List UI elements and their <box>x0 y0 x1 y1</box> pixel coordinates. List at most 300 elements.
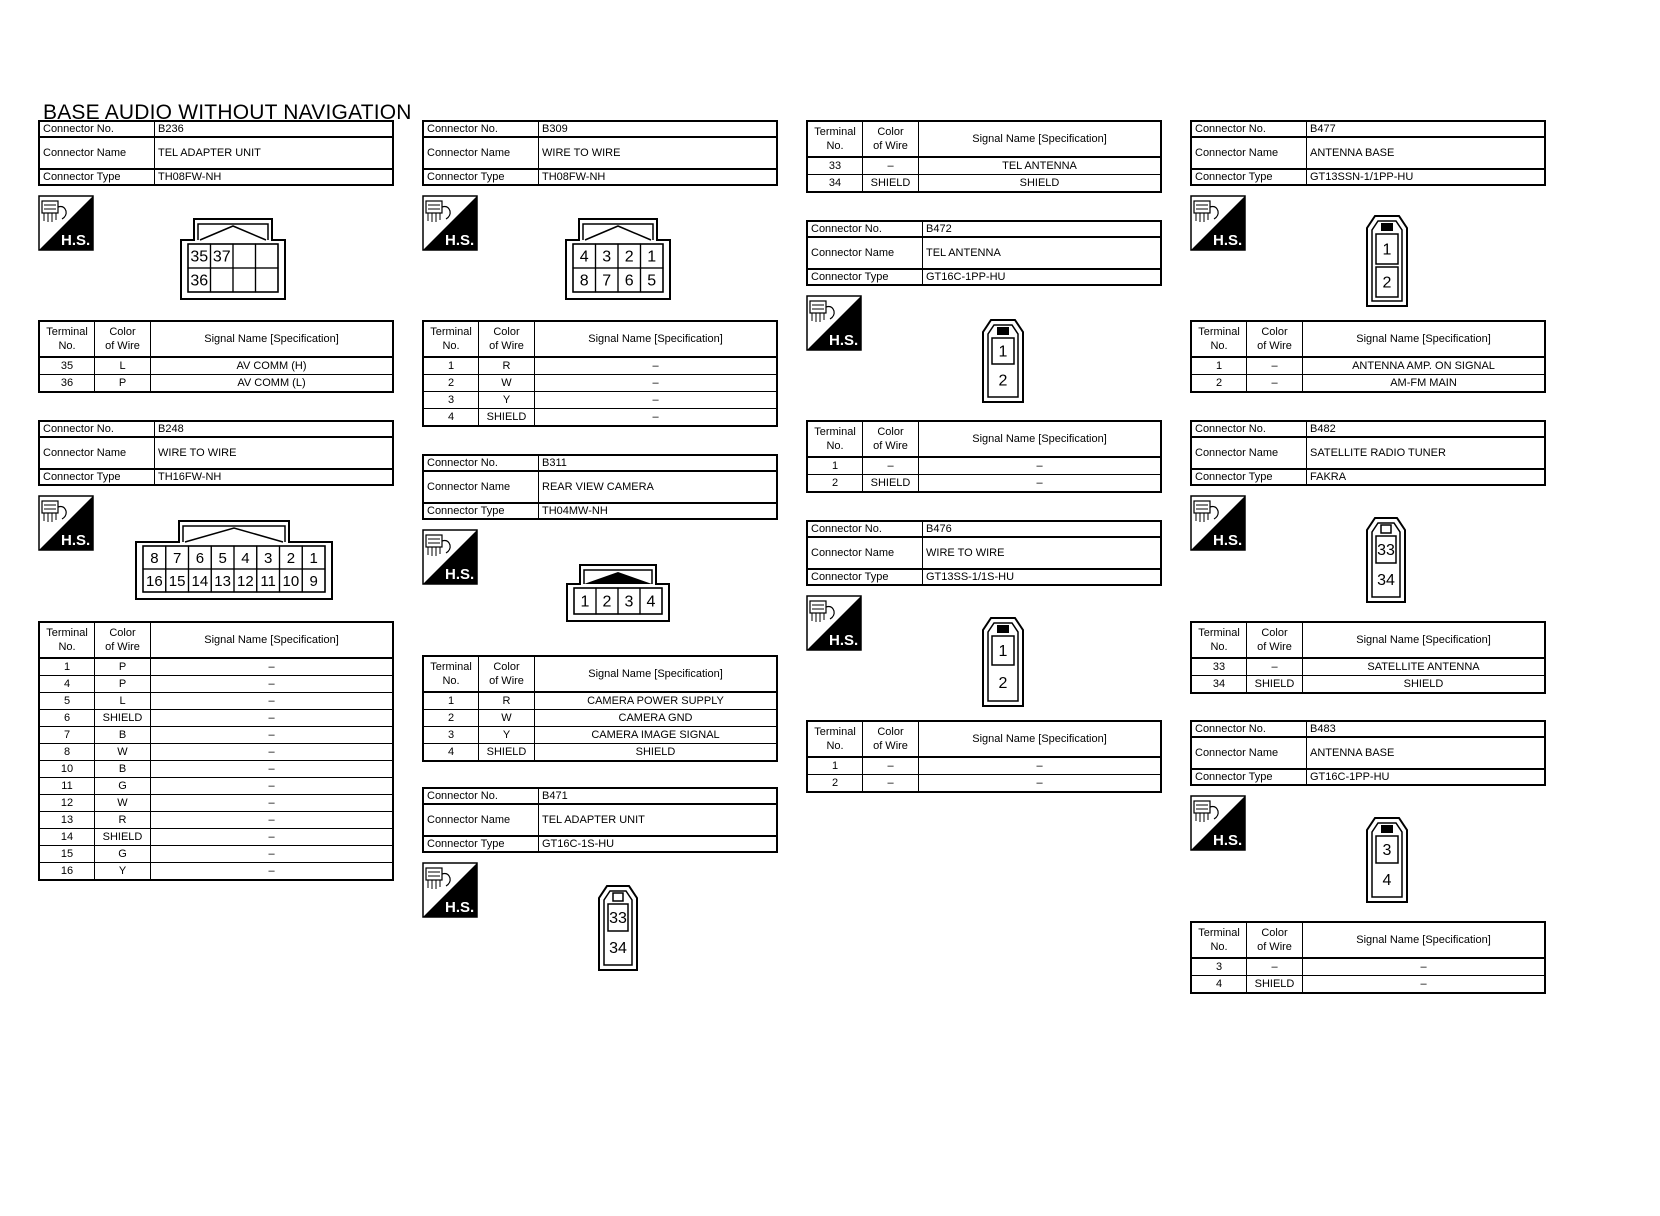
connector-no-value: B311 <box>539 455 778 471</box>
connector-label: Connector Type <box>423 169 539 185</box>
color-of-wire-header <box>479 656 535 692</box>
header-line: Terminal <box>46 627 88 639</box>
terminal-row <box>1191 658 1545 676</box>
connector-label: Connector No. <box>1191 121 1307 137</box>
cavity-number: 34 <box>1377 572 1395 589</box>
wire-color-cell: SHIELD <box>1247 676 1303 694</box>
cavity-number: 1 <box>309 550 318 567</box>
connector-label: Connector Type <box>39 469 155 485</box>
signal-name-header: Signal Name [Specification] <box>1303 922 1546 958</box>
header-line: Terminal <box>814 726 856 738</box>
connector-name-value: SATELLITE RADIO TUNER <box>1307 437 1546 469</box>
header-line: Terminal <box>46 326 88 338</box>
wire-color-cell: – <box>863 157 919 175</box>
cavity-number: 6 <box>195 550 205 567</box>
wire-color-cell: SHIELD <box>863 175 919 193</box>
terminal-row <box>1191 976 1545 994</box>
connector-info-table <box>422 120 778 186</box>
connector-face-diagram <box>593 884 643 972</box>
terminal-no-cell: 1 <box>423 357 479 375</box>
connector-name-value: ANTENNA BASE <box>1307 137 1546 169</box>
connector-label: Connector Name <box>807 537 923 569</box>
wire-color-cell: R <box>95 812 151 829</box>
terminal-table <box>38 621 394 881</box>
connector-face-diagram <box>977 318 1029 404</box>
terminal-row <box>39 812 393 829</box>
terminal-no-header <box>1191 321 1247 357</box>
connector-type-value: TH04MW-NH <box>539 503 778 519</box>
wire-color-cell: R <box>479 357 535 375</box>
connector-name-value: TEL ADAPTER UNIT <box>539 804 778 836</box>
header-line: Color <box>1261 627 1288 639</box>
terminal-no-cell: 33 <box>1191 658 1247 676</box>
terminal-no-cell: 3 <box>423 392 479 409</box>
terminal-row <box>39 357 393 375</box>
connector-info-table <box>1190 720 1546 786</box>
color-of-wire-header <box>1247 622 1303 658</box>
cavity-number: 8 <box>579 272 589 290</box>
terminal-row <box>1191 958 1545 976</box>
connector-no-value: B309 <box>539 121 778 137</box>
connector-name-value: TEL ADAPTER UNIT <box>155 137 394 169</box>
connector-label: Connector Name <box>1191 437 1307 469</box>
terminal-no-cell: 1 <box>423 692 479 710</box>
header-line: Color <box>877 426 904 438</box>
connector-label: Connector No. <box>423 788 539 804</box>
terminal-row <box>423 392 777 409</box>
wire-color-cell: – <box>1247 375 1303 393</box>
terminal-no-cell: 35 <box>39 357 95 375</box>
header-line: of Wire <box>489 340 524 352</box>
connector-name-value: WIRE TO WIRE <box>155 437 394 469</box>
header-line: No. <box>1210 941 1228 953</box>
connector-label: Connector No. <box>807 221 923 237</box>
connector-label: Connector Type <box>1191 169 1307 185</box>
color-of-wire-header <box>95 622 151 658</box>
terminal-no-cell: 1 <box>39 658 95 676</box>
connector-label: Connector Name <box>1191 137 1307 169</box>
color-of-wire-header <box>479 321 535 357</box>
hs-badge-icon <box>422 195 478 251</box>
cavity-number: 16 <box>146 573 163 590</box>
terminal-no-cell: 13 <box>39 812 95 829</box>
hs-badge-text: H.S. <box>1213 532 1243 549</box>
terminal-no-header <box>807 421 863 457</box>
terminal-table <box>806 420 1162 493</box>
connector-info-table <box>38 420 394 486</box>
connector-no-value: B471 <box>539 788 778 804</box>
header-line: Color <box>493 326 520 338</box>
connector-type-value: TH08FW-NH <box>155 169 394 185</box>
header-line: Color <box>493 661 520 673</box>
terminal-table <box>38 320 394 393</box>
terminal-no-cell: 2 <box>1191 375 1247 393</box>
signal-name-cell: – <box>919 475 1162 493</box>
wire-color-cell: – <box>1247 357 1303 375</box>
connector-name-value: WIRE TO WIRE <box>539 137 778 169</box>
connector-face-diagram <box>977 616 1029 708</box>
cavity-number: 7 <box>602 272 612 290</box>
hs-badge-icon <box>1190 795 1246 851</box>
terminal-row <box>39 778 393 795</box>
cavity-number: 5 <box>647 272 657 290</box>
terminal-no-cell: 2 <box>807 775 863 793</box>
header-line: Color <box>877 126 904 138</box>
signal-name-header: Signal Name [Specification] <box>151 321 394 357</box>
color-of-wire-header <box>1247 922 1303 958</box>
color-of-wire-header <box>863 121 919 157</box>
terminal-row <box>39 375 393 393</box>
terminal-row <box>423 710 777 727</box>
cavity-number: 7 <box>172 550 182 567</box>
signal-name-cell: AV COMM (L) <box>151 375 394 393</box>
terminal-no-cell: 3 <box>1191 958 1247 976</box>
terminal-row <box>807 757 1161 775</box>
cavity-number: 33 <box>609 910 627 927</box>
header-line: of Wire <box>873 740 908 752</box>
header-line: No. <box>826 740 844 752</box>
signal-name-cell: ANTENNA AMP. ON SIGNAL <box>1303 357 1546 375</box>
signal-name-cell: – <box>535 357 778 375</box>
cavity-number: 10 <box>282 573 300 590</box>
wire-color-cell: SHIELD <box>479 744 535 762</box>
terminal-table <box>1190 921 1546 994</box>
header-line: Terminal <box>1198 927 1240 939</box>
connector-no-value: B248 <box>155 421 394 437</box>
connector-info-table <box>1190 120 1546 186</box>
connector-label: Connector No. <box>423 455 539 471</box>
connector-label: Connector Name <box>39 137 155 169</box>
hs-badge-icon <box>422 529 478 585</box>
color-of-wire-header <box>863 421 919 457</box>
terminal-row <box>807 457 1161 475</box>
connector-type-value: GT16C-1S-HU <box>539 836 778 852</box>
signal-name-cell: SHIELD <box>1303 676 1546 694</box>
header-line: Terminal <box>1198 627 1240 639</box>
wire-color-cell: G <box>95 846 151 863</box>
wire-color-cell: – <box>863 775 919 793</box>
header-line: of Wire <box>1257 641 1292 653</box>
connector-info-table <box>806 520 1162 586</box>
terminal-no-cell: 2 <box>423 710 479 727</box>
signal-name-cell: SATELLITE ANTENNA <box>1303 658 1546 676</box>
header-line: Terminal <box>814 126 856 138</box>
hs-badge-icon <box>1190 195 1246 251</box>
signal-name-header: Signal Name [Specification] <box>919 121 1162 157</box>
cavity-number: 4 <box>579 248 589 266</box>
connector-label: Connector Name <box>807 237 923 269</box>
terminal-row <box>39 658 393 676</box>
connector-info-table <box>806 220 1162 286</box>
signal-name-cell: – <box>151 846 394 863</box>
wire-color-cell: SHIELD <box>1247 976 1303 994</box>
connector-face-diagram <box>565 218 671 300</box>
terminal-no-cell: 16 <box>39 863 95 881</box>
signal-name-cell: AV COMM (H) <box>151 357 394 375</box>
hs-badge-text: H.S. <box>445 566 475 583</box>
terminal-no-cell: 4 <box>423 409 479 427</box>
connector-label: Connector Type <box>423 836 539 852</box>
terminal-table <box>1190 320 1546 393</box>
connector-type-value: FAKRA <box>1307 469 1546 485</box>
cavity-number: 1 <box>647 248 657 266</box>
signal-name-header: Signal Name [Specification] <box>919 421 1162 457</box>
connector-label: Connector Type <box>807 569 923 585</box>
connector-face-diagram <box>1361 816 1413 904</box>
terminal-no-header <box>39 622 95 658</box>
wire-color-cell: P <box>95 676 151 693</box>
header-line: of Wire <box>105 340 140 352</box>
connector-no-value: B477 <box>1307 121 1546 137</box>
signal-name-cell: CAMERA POWER SUPPLY <box>535 692 778 710</box>
cavity-number: 1 <box>998 343 1008 361</box>
cavity-number: 12 <box>237 573 254 590</box>
header-line: of Wire <box>873 440 908 452</box>
terminal-row <box>39 846 393 863</box>
terminal-no-cell: 7 <box>39 727 95 744</box>
wire-color-cell: L <box>95 357 151 375</box>
connector-name-value: ANTENNA BASE <box>1307 737 1546 769</box>
header-line: No. <box>442 675 460 687</box>
connector-no-value: B236 <box>155 121 394 137</box>
terminal-row <box>39 727 393 744</box>
wire-color-cell: – <box>1247 958 1303 976</box>
connector-label: Connector Type <box>807 269 923 285</box>
terminal-no-header <box>807 721 863 757</box>
cavity-number: 11 <box>260 573 276 590</box>
terminal-table <box>1190 621 1546 694</box>
connector-type-value: GT16C-1PP-HU <box>1307 769 1546 785</box>
terminal-no-cell: 34 <box>1191 676 1247 694</box>
connector-no-value: B476 <box>923 521 1162 537</box>
terminal-table <box>806 120 1162 193</box>
connector-label: Connector No. <box>807 521 923 537</box>
terminal-row <box>423 744 777 762</box>
terminal-no-cell: 1 <box>1191 357 1247 375</box>
wire-color-cell: Y <box>479 392 535 409</box>
terminal-row <box>1191 357 1545 375</box>
terminal-row <box>1191 375 1545 393</box>
wire-color-cell: Y <box>95 863 151 881</box>
hs-badge-icon <box>806 295 862 351</box>
connector-info-table <box>38 120 394 186</box>
connector-info-table <box>422 454 778 520</box>
terminal-no-header <box>807 121 863 157</box>
cavity-number: 1 <box>580 593 590 611</box>
signal-name-header: Signal Name [Specification] <box>535 321 778 357</box>
wire-color-cell: W <box>479 710 535 727</box>
terminal-row <box>423 409 777 427</box>
header-line: No. <box>826 440 844 452</box>
terminal-row <box>807 775 1161 793</box>
connector-no-value: B483 <box>1307 721 1546 737</box>
wire-color-cell: – <box>863 457 919 475</box>
color-of-wire-header <box>95 321 151 357</box>
signal-name-cell: – <box>535 392 778 409</box>
terminal-row <box>423 727 777 744</box>
terminal-row <box>1191 676 1545 694</box>
connector-face-diagram <box>135 520 333 600</box>
cavity-number: 13 <box>214 573 231 590</box>
cavity-number: 35 <box>190 248 209 266</box>
cavity-number: 15 <box>168 573 186 590</box>
wire-color-cell: G <box>95 778 151 795</box>
terminal-no-cell: 10 <box>39 761 95 778</box>
cavity-number: 3 <box>263 550 273 567</box>
terminal-no-cell: 1 <box>807 757 863 775</box>
connector-face-diagram <box>1361 516 1411 604</box>
connector-type-value: TH08FW-NH <box>539 169 778 185</box>
terminal-no-cell: 6 <box>39 710 95 727</box>
connector-label: Connector Name <box>1191 737 1307 769</box>
signal-name-cell: – <box>151 761 394 778</box>
header-line: Color <box>109 627 136 639</box>
connector-face-diagram <box>180 218 286 300</box>
terminal-row <box>39 693 393 710</box>
terminal-no-cell: 11 <box>39 778 95 795</box>
header-line: No. <box>1210 340 1228 352</box>
hs-badge-icon <box>422 862 478 918</box>
terminal-row <box>39 863 393 881</box>
connector-name-value: TEL ANTENNA <box>923 237 1162 269</box>
cavity-number: 4 <box>241 550 250 567</box>
cavity-number: 2 <box>998 372 1008 390</box>
header-line: of Wire <box>1257 941 1292 953</box>
cavity-number: 2 <box>624 248 634 266</box>
terminal-no-header <box>423 656 479 692</box>
terminal-no-cell: 2 <box>807 475 863 493</box>
hs-badge-icon <box>1190 495 1246 551</box>
wire-color-cell: W <box>95 795 151 812</box>
connector-label: Connector No. <box>39 121 155 137</box>
terminal-no-header <box>423 321 479 357</box>
terminal-no-cell: 8 <box>39 744 95 761</box>
connector-label: Connector Name <box>423 137 539 169</box>
signal-name-cell: SHIELD <box>919 175 1162 193</box>
cavity-number: 1 <box>998 643 1008 660</box>
wire-color-cell: SHIELD <box>95 710 151 727</box>
hs-badge-icon <box>38 495 94 551</box>
signal-name-cell: – <box>151 812 394 829</box>
connector-info-table <box>1190 420 1546 486</box>
terminal-row <box>39 710 393 727</box>
cavity-number: 2 <box>286 550 296 567</box>
header-line: of Wire <box>1257 340 1292 352</box>
header-line: No. <box>1210 641 1228 653</box>
connector-label: Connector Name <box>423 471 539 503</box>
signal-name-cell: – <box>151 710 394 727</box>
wire-color-cell: P <box>95 658 151 676</box>
cavity-number: 36 <box>190 272 209 290</box>
signal-name-cell: TEL ANTENNA <box>919 157 1162 175</box>
header-line: Terminal <box>430 661 472 673</box>
terminal-row <box>39 761 393 778</box>
signal-name-header: Signal Name [Specification] <box>535 656 778 692</box>
cavity-number: 3 <box>1382 842 1392 859</box>
signal-name-cell: – <box>151 778 394 795</box>
terminal-row <box>39 829 393 846</box>
connector-label: Connector No. <box>423 121 539 137</box>
connector-type-value: GT13SS-1/1S-HU <box>923 569 1162 585</box>
header-line: Terminal <box>814 426 856 438</box>
page-title: BASE AUDIO WITHOUT NAVIGATION <box>43 101 412 124</box>
terminal-row <box>423 375 777 392</box>
terminal-no-cell: 15 <box>39 846 95 863</box>
signal-name-cell: – <box>151 829 394 846</box>
terminal-row <box>807 157 1161 175</box>
signal-name-header: Signal Name [Specification] <box>1303 622 1546 658</box>
terminal-table <box>422 320 778 427</box>
hs-badge-text: H.S. <box>445 899 475 916</box>
signal-name-cell: – <box>919 757 1162 775</box>
header-line: of Wire <box>105 641 140 653</box>
terminal-no-cell: 2 <box>423 375 479 392</box>
connector-face-diagram <box>566 564 670 622</box>
header-line: Terminal <box>430 326 472 338</box>
wire-color-cell: W <box>95 744 151 761</box>
terminal-row <box>807 475 1161 493</box>
connector-type-value: GT13SSN-1/1PP-HU <box>1307 169 1546 185</box>
connector-no-value: B482 <box>1307 421 1546 437</box>
hs-badge-text: H.S. <box>445 232 475 249</box>
wire-color-cell: SHIELD <box>95 829 151 846</box>
signal-name-header: Signal Name [Specification] <box>919 721 1162 757</box>
terminal-no-header <box>1191 922 1247 958</box>
terminal-no-cell: 5 <box>39 693 95 710</box>
connector-no-value: B472 <box>923 221 1162 237</box>
connector-label: Connector Name <box>423 804 539 836</box>
cavity-number: 14 <box>191 573 209 590</box>
cavity-number: 6 <box>624 272 634 290</box>
cavity-number: 4 <box>646 593 656 611</box>
terminal-no-cell: 4 <box>39 676 95 693</box>
color-of-wire-header <box>863 721 919 757</box>
cavity-number: 2 <box>602 593 612 611</box>
signal-name-cell: – <box>151 795 394 812</box>
signal-name-cell: – <box>535 409 778 427</box>
signal-name-header: Signal Name [Specification] <box>1303 321 1546 357</box>
header-line: No. <box>58 641 76 653</box>
signal-name-cell: SHIELD <box>535 744 778 762</box>
wire-color-cell: B <box>95 727 151 744</box>
connector-label: Connector Type <box>1191 469 1307 485</box>
cavity-number: 5 <box>218 550 227 567</box>
cavity-number: 37 <box>212 248 231 266</box>
connector-label: Connector No. <box>1191 721 1307 737</box>
header-line: Color <box>1261 927 1288 939</box>
cavity-number: 34 <box>609 940 627 957</box>
terminal-row <box>39 676 393 693</box>
hs-badge-text: H.S. <box>829 632 859 649</box>
connector-label: Connector Type <box>1191 769 1307 785</box>
signal-name-cell: – <box>151 863 394 881</box>
cavity-number: 1 <box>1382 241 1392 259</box>
terminal-no-cell: 1 <box>807 457 863 475</box>
hs-badge-text: H.S. <box>1213 832 1243 849</box>
hs-badge-icon <box>806 595 862 651</box>
terminal-no-cell: 34 <box>807 175 863 193</box>
hs-badge-text: H.S. <box>61 532 91 549</box>
terminal-row <box>807 175 1161 193</box>
cavity-number: 2 <box>1382 274 1392 292</box>
signal-name-cell: – <box>535 375 778 392</box>
terminal-row <box>423 692 777 710</box>
hs-badge-text: H.S. <box>61 232 91 249</box>
connector-name-value: REAR VIEW CAMERA <box>539 471 778 503</box>
signal-name-cell: – <box>919 457 1162 475</box>
terminal-table <box>422 655 778 762</box>
signal-name-cell: – <box>151 744 394 761</box>
